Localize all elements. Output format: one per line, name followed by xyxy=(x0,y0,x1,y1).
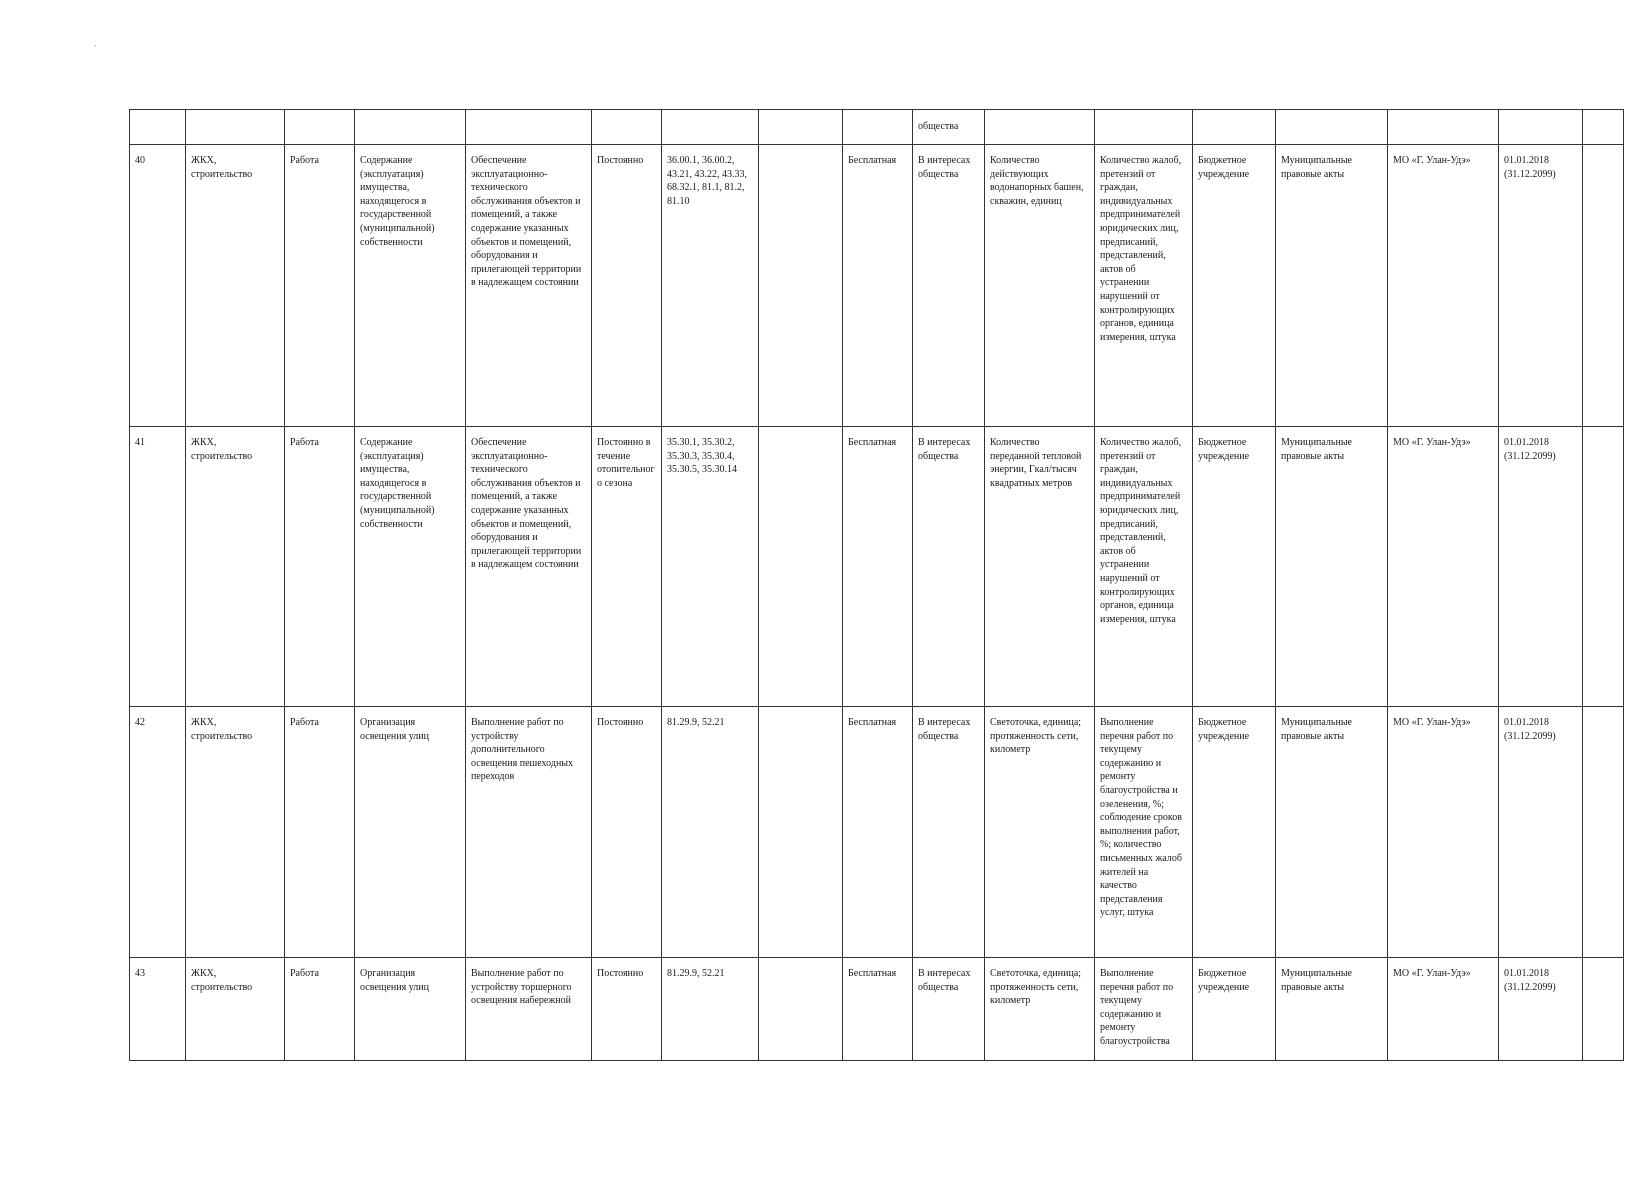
type-cell: Работа xyxy=(285,958,355,1061)
content-cell: Выполнение работ по устройству торшерного освещения набережной xyxy=(466,958,592,1061)
payment-cell: Бесплатная xyxy=(843,958,913,1061)
period-cell: Постоянно xyxy=(592,707,662,958)
row-number: 43 xyxy=(130,958,186,1061)
name-cell: Содержание (эксплуатация) имущества, находящегося в государственной (муниципальной) собственности xyxy=(355,427,466,707)
page-mark: ʼ xyxy=(94,44,97,52)
table-row xyxy=(130,958,1624,1061)
table-cell xyxy=(355,110,466,145)
table-cell xyxy=(592,110,662,145)
table-cell xyxy=(1276,110,1388,145)
name-cell: Организация освещения улиц xyxy=(355,707,466,958)
volume-cell: Светоточка, единица; протяженность сети, километр xyxy=(985,707,1095,958)
dates-cell: 01.01.2018 (31.12.2099) xyxy=(1499,145,1583,427)
table-row xyxy=(130,707,1624,958)
services-register-table xyxy=(129,109,1624,1061)
table-continuation-row xyxy=(130,110,1624,145)
last-cell xyxy=(1583,958,1624,1061)
type-cell: Работа xyxy=(285,427,355,707)
row-number: 41 xyxy=(130,427,186,707)
type-cell: Работа xyxy=(285,145,355,427)
last-cell xyxy=(1583,707,1624,958)
content-cell: Выполнение работ по устройству дополнительного освещения пешеходных переходов xyxy=(466,707,592,958)
founder-cell: МО «Г. Улан-Удэ» xyxy=(1388,958,1499,1061)
table-cell xyxy=(130,110,186,145)
period-cell: Постоянно xyxy=(592,145,662,427)
period-cell: Постоянно в течение отопительного сезона xyxy=(592,427,662,707)
blank-cell xyxy=(759,958,843,1061)
table-cell xyxy=(466,110,592,145)
quality-cell: Количество жалоб, претензий от граждан, индивидуальных предпринимателей юридических лиц, предписаний, представлений, актов об устранении нарушений от контролирующих органов, единица измерения, штука xyxy=(1095,145,1193,427)
content-cell: Обеспечение эксплуатационно-технического обслуживания объектов и помещений, а также содержание указанных объектов и помещений, оборудования и прилегающей территории в надлежащем состоянии xyxy=(466,427,592,707)
consumers-cell: В интересах общества xyxy=(913,707,985,958)
sector-cell: ЖКХ, строительство xyxy=(186,145,285,427)
institution-cell: Бюджетное учреждение xyxy=(1193,427,1276,707)
type-cell: Работа xyxy=(285,707,355,958)
institution-cell: Бюджетное учреждение xyxy=(1193,707,1276,958)
acts-cell: Муниципальные правовые акты xyxy=(1276,707,1388,958)
dates-cell: 01.01.2018 (31.12.2099) xyxy=(1499,427,1583,707)
founder-cell: МО «Г. Улан-Удэ» xyxy=(1388,707,1499,958)
table-cell xyxy=(1193,110,1276,145)
founder-cell: МО «Г. Улан-Удэ» xyxy=(1388,145,1499,427)
volume-cell: Количество действующих водонапорных башен, скважин, единиц xyxy=(985,145,1095,427)
row-number: 42 xyxy=(130,707,186,958)
okved-cell: 81.29.9, 52.21 xyxy=(662,707,759,958)
table-cell xyxy=(843,110,913,145)
table-cell xyxy=(662,110,759,145)
last-cell xyxy=(1583,427,1624,707)
consumers-cell: В интересах общества xyxy=(913,958,985,1061)
payment-cell: Бесплатная xyxy=(843,427,913,707)
blank-cell xyxy=(759,145,843,427)
sector-cell: ЖКХ, строительство xyxy=(186,707,285,958)
okved-cell: 81.29.9, 52.21 xyxy=(662,958,759,1061)
table-cell xyxy=(759,110,843,145)
institution-cell: Бюджетное учреждение xyxy=(1193,958,1276,1061)
table-cell xyxy=(1095,110,1193,145)
table-cell xyxy=(1583,110,1624,145)
dates-cell: 01.01.2018 (31.12.2099) xyxy=(1499,958,1583,1061)
dates-cell: 01.01.2018 (31.12.2099) xyxy=(1499,707,1583,958)
blank-cell xyxy=(759,707,843,958)
volume-cell: Светоточка, единица; протяженность сети, километр xyxy=(985,958,1095,1061)
founder-cell: МО «Г. Улан-Удэ» xyxy=(1388,427,1499,707)
consumers-cell: В интересах общества xyxy=(913,427,985,707)
table-row xyxy=(130,427,1624,707)
consumers-cell: В интересах общества xyxy=(913,145,985,427)
okved-cell: 36.00.1, 36.00.2, 43.21, 43.22, 43.33, 68.32.1, 81.1, 81.2, 81.10 xyxy=(662,145,759,427)
quality-cell: Количество жалоб, претензий от граждан, индивидуальных предпринимателей юридических лиц, предписаний, представлений, актов об устранении нарушений от контролирующих органов, единица измерения, штука xyxy=(1095,427,1193,707)
quality-cell: Выполнение перечня работ по текущему содержанию и ремонту благоустройства и озеленения, %; соблюдение сроков выполнения работ, %; количество письменных жалоб жителей на качество представления услуг, штука xyxy=(1095,707,1193,958)
table-cell: общества xyxy=(913,110,985,145)
name-cell: Организация освещения улиц xyxy=(355,958,466,1061)
payment-cell: Бесплатная xyxy=(843,707,913,958)
table-cell xyxy=(985,110,1095,145)
table-cell xyxy=(1499,110,1583,145)
volume-cell: Количество переданной тепловой энергии, Гкал/тысяч квадратных метров xyxy=(985,427,1095,707)
table-cell xyxy=(186,110,285,145)
period-cell: Постоянно xyxy=(592,958,662,1061)
content-cell: Обеспечение эксплуатационно-технического обслуживания объектов и помещений, а также содержание указанных объектов и помещений, оборудования и прилегающей территории в надлежащем состоянии xyxy=(466,145,592,427)
blank-cell xyxy=(759,427,843,707)
table-row xyxy=(130,145,1624,427)
acts-cell: Муниципальные правовые акты xyxy=(1276,958,1388,1061)
sector-cell: ЖКХ, строительство xyxy=(186,427,285,707)
sector-cell: ЖКХ, строительство xyxy=(186,958,285,1061)
last-cell xyxy=(1583,145,1624,427)
payment-cell: Бесплатная xyxy=(843,145,913,427)
institution-cell: Бюджетное учреждение xyxy=(1193,145,1276,427)
acts-cell: Муниципальные правовые акты xyxy=(1276,427,1388,707)
row-number: 40 xyxy=(130,145,186,427)
acts-cell: Муниципальные правовые акты xyxy=(1276,145,1388,427)
table-cell xyxy=(1388,110,1499,145)
name-cell: Содержание (эксплуатация) имущества, находящегося в государственной (муниципальной) собственности xyxy=(355,145,466,427)
quality-cell: Выполнение перечня работ по текущему содержанию и ремонту благоустройства xyxy=(1095,958,1193,1061)
okved-cell: 35.30.1, 35.30.2, 35.30.3, 35.30.4, 35.30.5, 35.30.14 xyxy=(662,427,759,707)
table-cell xyxy=(285,110,355,145)
